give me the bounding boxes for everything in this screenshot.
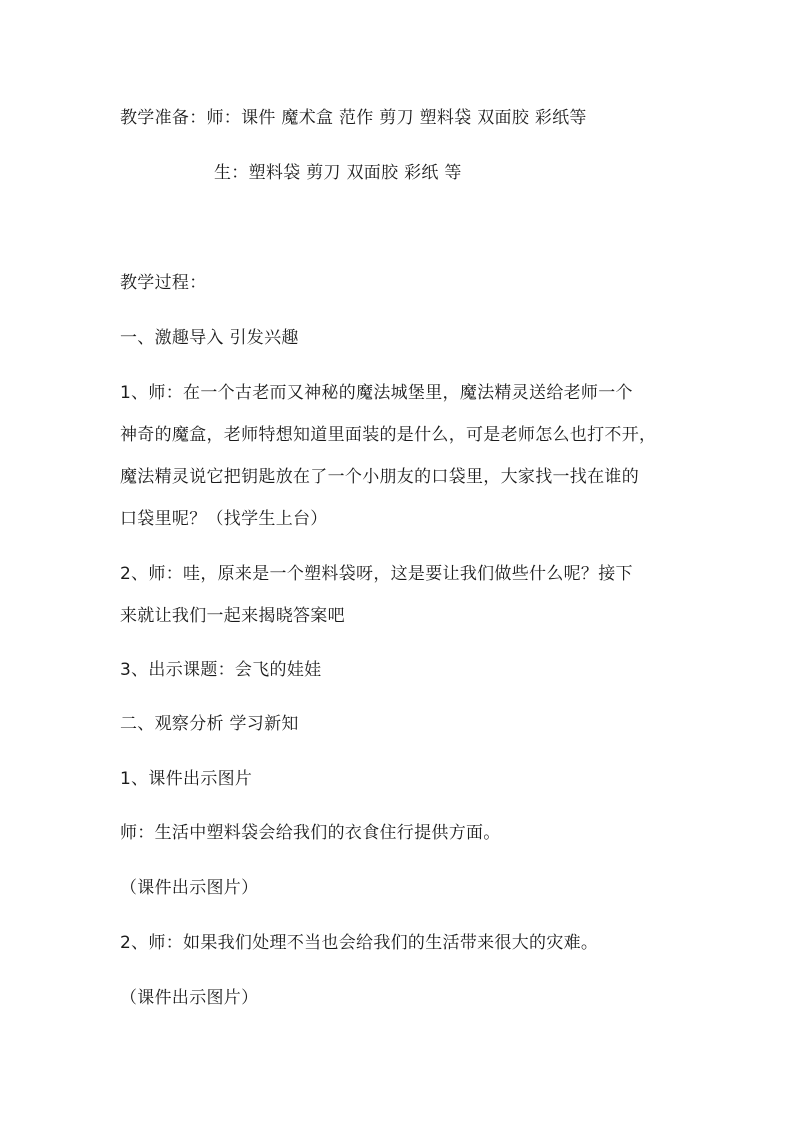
teaching-prep-student: 生：塑料袋 剪刀 双面胶 彩纸 等: [214, 163, 462, 183]
s2-item1: 1、课件出示图片: [120, 769, 253, 789]
section2-heading: 二、观察分析 学习新知: [120, 714, 299, 734]
s1-item1-line2: 神奇的魔盒，老师特想知道里面装的是什么，可是老师怎么也打不开，: [120, 425, 657, 445]
s1-item1-line4: 口袋里呢？（找学生上台）: [120, 509, 328, 529]
s2-note1: （课件出示图片）: [120, 878, 259, 898]
teaching-prep-teacher: 教学准备：师：课件 魔术盒 范作 剪刀 塑料袋 双面胶 彩纸等: [120, 108, 587, 128]
s1-item2-line1: 2、师：哇，原来是一个塑料袋呀，这是要让我们做些什么呢？接下: [120, 564, 633, 584]
s1-item2-line2: 来就让我们一起来揭晓答案吧: [120, 606, 345, 626]
s1-item3: 3、出示课题：会飞的娃娃: [120, 660, 322, 680]
s1-item1-line3: 魔法精灵说它把钥匙放在了一个小朋友的口袋里，大家找一找在谁的: [120, 467, 639, 487]
s2-teacher1: 师：生活中塑料袋会给我们的衣食住行提供方面。: [120, 823, 501, 843]
s1-item1-line1: 1、师：在一个古老而又神秘的魔法城堡里，魔法精灵送给老师一个: [120, 383, 633, 403]
s2-note2: （课件出示图片）: [120, 988, 259, 1008]
section1-heading: 一、激趣导入 引发兴趣: [120, 328, 299, 348]
s2-item2: 2、师：如果我们处理不当也会给我们的生活带来很大的灾难。: [120, 933, 599, 953]
process-heading: 教学过程：: [120, 273, 207, 293]
